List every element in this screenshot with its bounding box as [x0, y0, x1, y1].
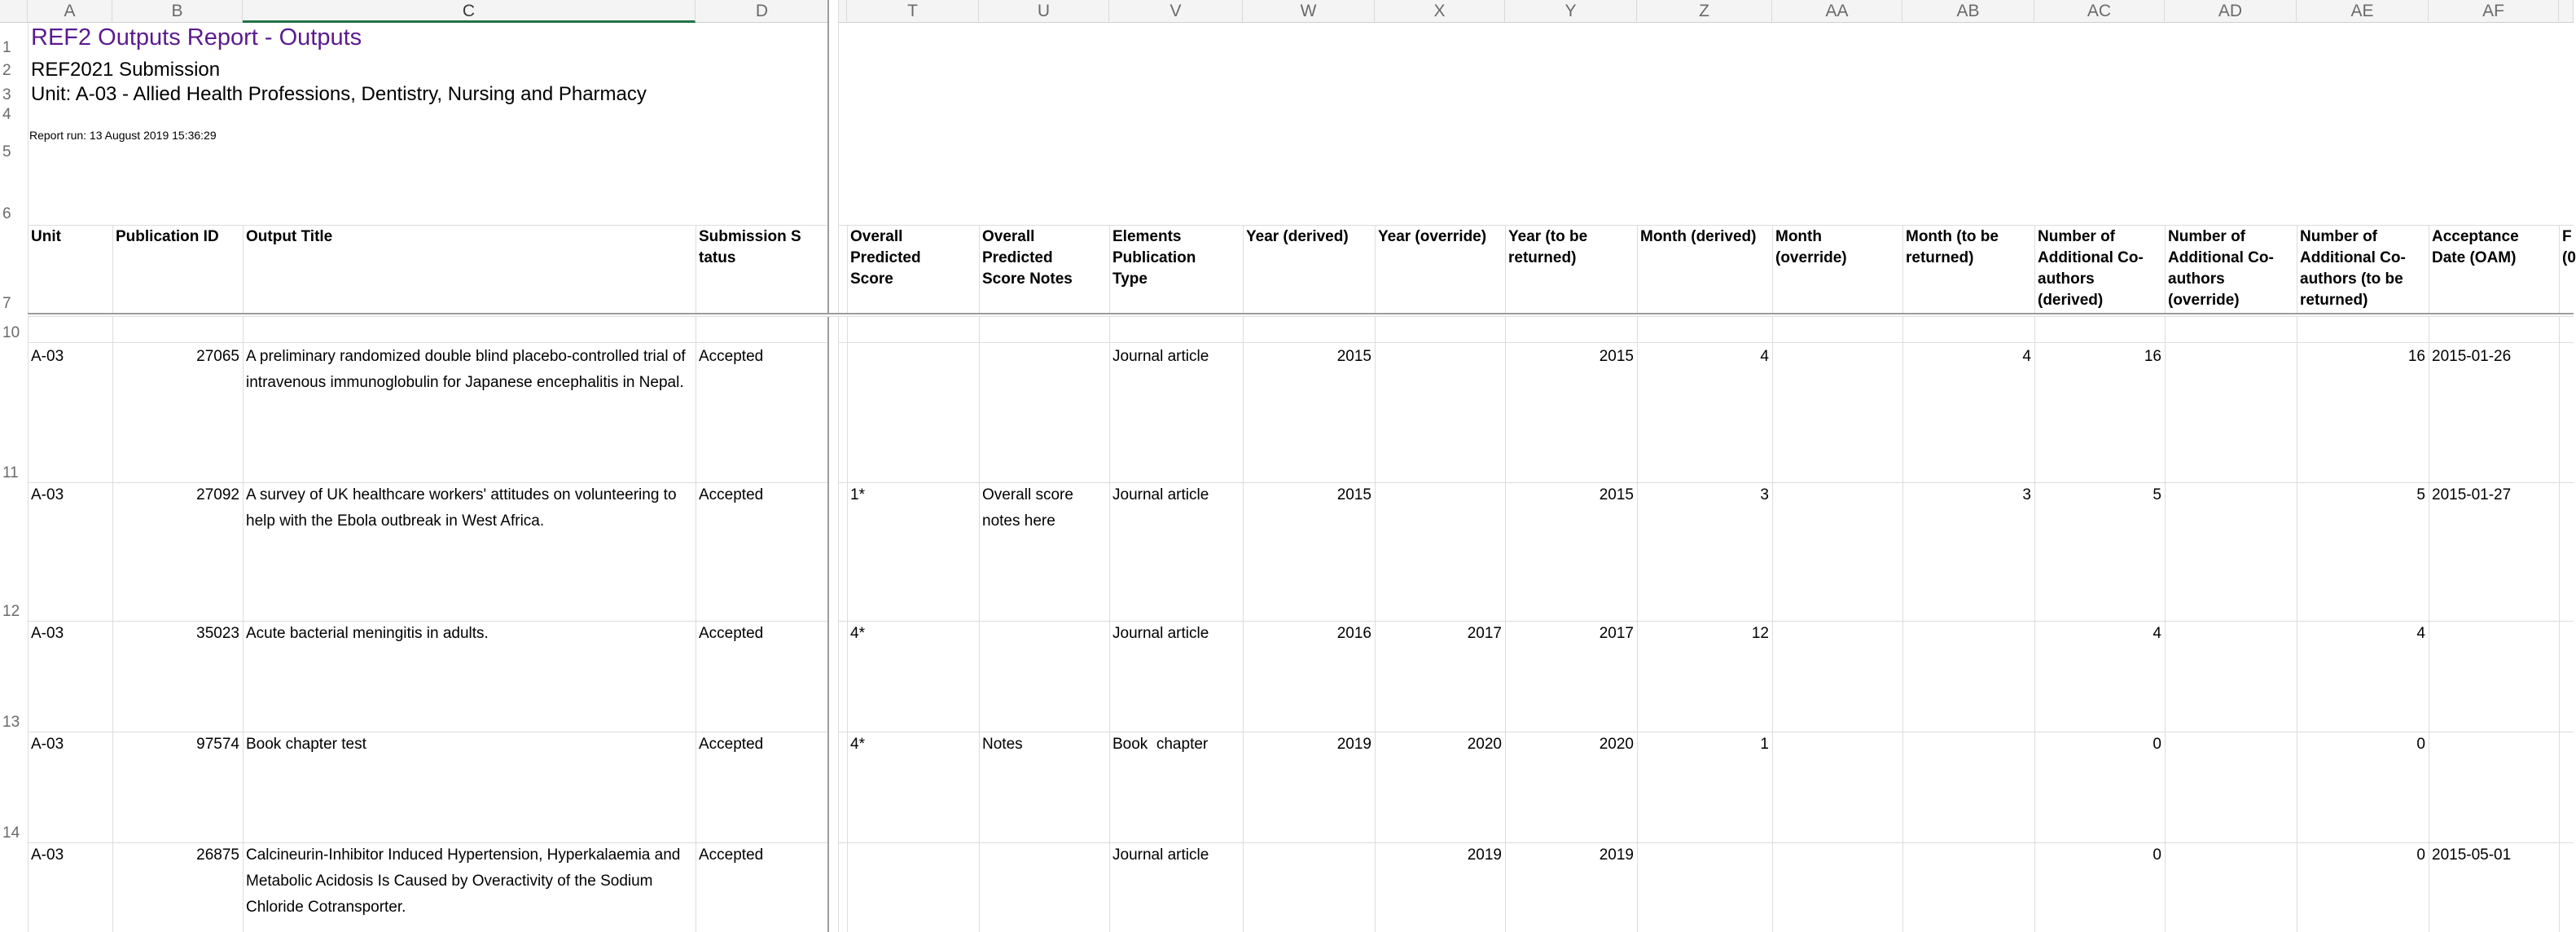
- report-run-timestamp[interactable]: Report run: 13 August 2019 15:36:29: [29, 129, 217, 142]
- cell-output-title[interactable]: A survey of UK healthcare workers' attitudes on volunteering to help with the Ebola outbreak in West Africa.: [246, 486, 677, 530]
- header-publication-id[interactable]: Publication ID: [116, 228, 219, 245]
- cell-output-title[interactable]: Acute bacterial meningitis in adults.: [246, 625, 489, 642]
- column-header-ac[interactable]: AC: [2034, 0, 2165, 23]
- cell-year-returned[interactable]: 2019: [1599, 846, 1634, 864]
- cell-overall-predicted-score[interactable]: 4*: [850, 625, 865, 642]
- gridline: [1505, 225, 1506, 932]
- header-year-override[interactable]: Year (override): [1378, 228, 1487, 245]
- cell-month-derived[interactable]: 1: [1760, 736, 1769, 753]
- cell-unit[interactable]: A-03: [31, 348, 64, 365]
- gridline: [1637, 225, 1638, 932]
- cell-publication-id[interactable]: 97574: [196, 736, 239, 753]
- cell-unit[interactable]: A-03: [31, 736, 64, 753]
- cell-coauthors-derived[interactable]: 4: [2153, 625, 2161, 642]
- select-all-corner[interactable]: [0, 0, 28, 23]
- cell-submission-status[interactable]: Accepted: [699, 486, 764, 503]
- row-header-1[interactable]: 1: [2, 39, 11, 56]
- column-header-aa[interactable]: AA: [1772, 0, 1902, 23]
- header-month-override[interactable]: Month (override): [1775, 228, 1847, 266]
- cell-year-override[interactable]: 2020: [1467, 736, 1502, 753]
- row-header-7[interactable]: 7: [2, 295, 11, 312]
- header-coauthors-returned[interactable]: Number of Additional Co-authors (to be returned): [2300, 228, 2406, 309]
- report-submission[interactable]: REF2021 Submission: [31, 59, 221, 81]
- column-header-a[interactable]: A: [28, 0, 112, 23]
- row-header-12[interactable]: 12: [2, 603, 20, 620]
- header-submission-status[interactable]: Submission S tatus: [699, 228, 801, 266]
- row-header-5[interactable]: 5: [2, 143, 11, 160]
- row-header-3[interactable]: 3: [2, 86, 11, 103]
- cell-submission-status[interactable]: Accepted: [699, 846, 764, 864]
- cell-coauthors-returned[interactable]: 5: [2416, 486, 2425, 503]
- freeze-pane-vertical-divider: [827, 0, 839, 932]
- column-header-b[interactable]: B: [112, 0, 243, 23]
- cell-year-returned[interactable]: 2017: [1599, 625, 1634, 642]
- gridline: [112, 225, 113, 932]
- row-header-10[interactable]: 10: [2, 324, 20, 341]
- cell-coauthors-returned[interactable]: 0: [2416, 736, 2425, 753]
- gridline: [847, 225, 848, 932]
- cell-publication-id[interactable]: 26875: [196, 846, 239, 864]
- cell-publication-id[interactable]: 35023: [196, 625, 239, 642]
- cell-month-derived[interactable]: 3: [1760, 486, 1769, 503]
- cell-coauthors-derived[interactable]: 0: [2153, 736, 2161, 753]
- cell-year-returned[interactable]: 2015: [1599, 348, 1634, 365]
- gridline: [1243, 225, 1244, 932]
- cell-submission-status[interactable]: Accepted: [699, 348, 764, 365]
- gridline: [979, 225, 980, 932]
- cell-score-notes[interactable]: Overall score notes here: [982, 486, 1073, 530]
- cell-unit[interactable]: A-03: [31, 846, 64, 864]
- column-header-partial[interactable]: [2559, 0, 2574, 23]
- cell-acceptance-date[interactable]: 2015-01-27: [2432, 486, 2512, 503]
- cell-output-title[interactable]: A preliminary randomized double blind placebo-controlled trial of intravenous immunoglobulin for Japanese encephalitis in Nepal.: [246, 348, 686, 391]
- column-header-d[interactable]: D: [696, 0, 829, 23]
- row-header-4[interactable]: 4: [2, 106, 11, 123]
- column-header-c[interactable]: C: [243, 0, 696, 23]
- cell-unit[interactable]: A-03: [31, 486, 64, 503]
- cell-month-returned[interactable]: 3: [2022, 486, 2031, 503]
- header-elements-publication-type[interactable]: Elements Publication Type: [1112, 228, 1196, 288]
- cell-coauthors-derived[interactable]: 16: [2144, 348, 2161, 365]
- cell-score-notes[interactable]: Notes: [982, 736, 1023, 753]
- column-header-ae[interactable]: AE: [2297, 0, 2429, 23]
- cell-coauthors-returned[interactable]: 4: [2416, 625, 2425, 642]
- row-header-6[interactable]: 6: [2, 205, 11, 222]
- header-overall-predicted-score-notes[interactable]: Overall Predicted Score Notes: [982, 228, 1073, 288]
- cell-month-derived[interactable]: 4: [1760, 348, 1769, 365]
- column-header-w[interactable]: W: [1243, 0, 1375, 23]
- header-next-column-partial[interactable]: F (0: [2562, 228, 2576, 266]
- gridline: [2165, 225, 2166, 932]
- cell-publication-type[interactable]: Journal article: [1112, 846, 1209, 864]
- header-output-title[interactable]: Output Title: [246, 228, 333, 245]
- cell-year-derived[interactable]: 2015: [1336, 348, 1371, 365]
- gridline: [243, 225, 244, 932]
- gridline: [1109, 225, 1110, 932]
- cell-year-derived[interactable]: 2019: [1336, 736, 1371, 753]
- header-month-returned[interactable]: Month (to be returned): [1906, 228, 1999, 266]
- gridline: [1902, 225, 1903, 932]
- cell-submission-status[interactable]: Accepted: [699, 625, 764, 642]
- column-header-ad[interactable]: AD: [2165, 0, 2297, 23]
- cell-year-override[interactable]: 2019: [1467, 846, 1502, 864]
- gridline: [2034, 225, 2035, 932]
- cell-publication-id[interactable]: 27092: [196, 486, 239, 503]
- cell-coauthors-returned[interactable]: 16: [2407, 348, 2425, 365]
- cell-publication-type[interactable]: Journal article: [1112, 348, 1209, 365]
- header-coauthors-derived[interactable]: Number of Additional Co-authors (derived): [2038, 228, 2144, 309]
- cell-month-returned[interactable]: 4: [2022, 348, 2031, 365]
- cell-coauthors-derived[interactable]: 0: [2153, 846, 2161, 864]
- report-title[interactable]: REF2 Outputs Report - Outputs: [31, 24, 362, 51]
- row-header-13[interactable]: 13: [2, 714, 20, 731]
- header-year-returned[interactable]: Year (to be returned): [1508, 228, 1588, 266]
- column-header-ab[interactable]: AB: [1902, 0, 2034, 23]
- cell-year-returned[interactable]: 2020: [1599, 736, 1634, 753]
- gridline: [28, 342, 2574, 343]
- freeze-pane-horizontal-divider: [28, 313, 2574, 317]
- column-header-af[interactable]: AF: [2429, 0, 2559, 23]
- row-header-11[interactable]: 11: [2, 464, 19, 481]
- header-month-derived[interactable]: Month (derived): [1640, 228, 1757, 245]
- header-acceptance-date[interactable]: Acceptance Date (OAM): [2432, 228, 2519, 266]
- header-year-derived[interactable]: Year (derived): [1246, 228, 1349, 245]
- row-header-2[interactable]: 2: [2, 62, 11, 79]
- gridline: [2559, 225, 2560, 932]
- gridline: [1375, 225, 1376, 932]
- column-header-u[interactable]: U: [979, 0, 1109, 23]
- cell-submission-status[interactable]: Accepted: [699, 736, 764, 753]
- cell-overall-predicted-score[interactable]: 4*: [850, 736, 865, 753]
- row-header-14[interactable]: 14: [2, 824, 20, 842]
- cell-publication-type[interactable]: Book chapter: [1112, 736, 1209, 753]
- cell-year-returned[interactable]: 2015: [1599, 486, 1634, 503]
- cell-year-override[interactable]: 2017: [1467, 625, 1502, 642]
- cell-output-title[interactable]: Book chapter test: [246, 736, 366, 753]
- gridline: [1772, 225, 1773, 932]
- cell-output-title[interactable]: Calcineurin-Inhibitor Induced Hypertension, Hyperkalaemia and Metabolic Acidosis Is Caused by Overactivity of the Sodium Chloride Cotransporter.: [246, 846, 681, 916]
- header-coauthors-override[interactable]: Number of Additional Co-authors (override): [2168, 228, 2274, 309]
- gridline: [28, 225, 2574, 226]
- cell-publication-id[interactable]: 27065: [196, 348, 239, 365]
- cell-publication-type[interactable]: Journal article: [1112, 486, 1209, 503]
- column-header-t[interactable]: T: [847, 0, 979, 23]
- column-header-y[interactable]: Y: [1505, 0, 1637, 23]
- header-unit[interactable]: Unit: [31, 228, 61, 245]
- cell-unit[interactable]: A-03: [31, 625, 64, 642]
- cell-acceptance-date[interactable]: 2015-01-26: [2432, 348, 2512, 365]
- header-overall-predicted-score[interactable]: Overall Predicted Score: [850, 228, 921, 288]
- cell-publication-type[interactable]: Journal article: [1112, 625, 1209, 642]
- report-unit[interactable]: Unit: A-03 - Allied Health Professions, Dentistry, Nursing and Pharmacy: [31, 83, 647, 105]
- cell-month-derived[interactable]: 12: [1751, 625, 1769, 642]
- gridline: [28, 23, 29, 932]
- cell-year-derived[interactable]: 2016: [1336, 625, 1371, 642]
- column-header-x[interactable]: X: [1375, 0, 1505, 23]
- column-header-z[interactable]: Z: [1637, 0, 1772, 23]
- cell-acceptance-date[interactable]: 2015-05-01: [2432, 846, 2512, 864]
- cell-year-derived[interactable]: 2015: [1336, 486, 1371, 503]
- column-header-v[interactable]: V: [1109, 0, 1243, 23]
- cell-overall-predicted-score[interactable]: 1*: [850, 486, 865, 503]
- cell-coauthors-derived[interactable]: 5: [2153, 486, 2161, 503]
- cell-coauthors-returned[interactable]: 0: [2416, 846, 2425, 864]
